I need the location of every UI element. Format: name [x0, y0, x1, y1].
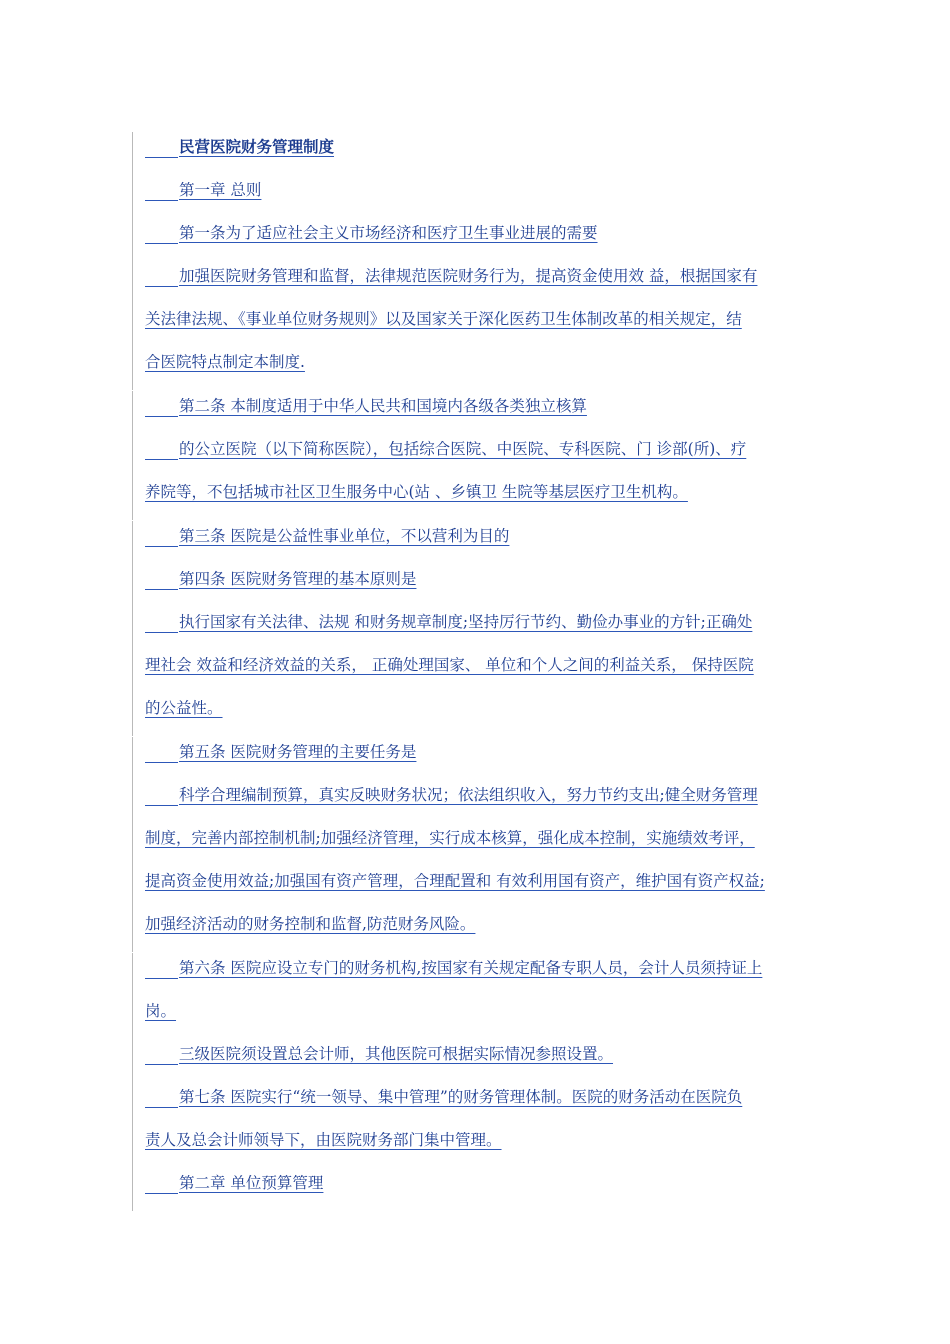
paragraph-text: 加强医院财务管理和监督，法律规范医院财务行为，提高资金使用效 益，根据国家有	[179, 267, 758, 285]
paragraph-line	[145, 218, 822, 261]
paragraph-text: 第五条 医院财务管理的主要任务是	[179, 743, 417, 761]
paragraph-p12	[132, 1039, 822, 1082]
paragraph-line	[145, 866, 822, 909]
paragraph-p5	[132, 434, 822, 520]
paragraph-p9	[132, 737, 822, 780]
paragraph-text: 责人及总会计师领导下，由医院财务部门集中管理。	[145, 1131, 502, 1149]
paragraph-line	[145, 780, 822, 823]
paragraph-text: 的公益性。	[145, 699, 223, 717]
paragraph-text: 理社会 效益和经济效益的关系， 正确处理国家、 单位和个人之间的利益关系， 保持医院	[145, 656, 754, 674]
paragraph-text: 第一章 总则	[179, 181, 262, 199]
paragraph-line	[145, 996, 822, 1039]
paragraph-line	[145, 737, 822, 780]
document-title-block	[132, 132, 822, 175]
paragraph-text: 第四条 医院财务管理的基本原则是	[179, 570, 417, 588]
paragraph-text: 第二条 本制度适用于中华人民共和国境内各级各类独立核算	[179, 397, 587, 415]
paragraph-line	[145, 1125, 822, 1168]
paragraph-text: 合医院特点制定本制度.	[145, 353, 305, 371]
paragraph-line	[145, 909, 822, 952]
paragraph-text: 第六条 医院应设立专门的财务机构,按国家有关规定配备专职人员，会计人员须持证上	[179, 959, 763, 977]
document-title-line	[145, 132, 822, 175]
paragraph-text: 三级医院须设置总会计师，其他医院可根据实际情况参照设置。	[179, 1045, 614, 1063]
paragraph-p7	[132, 564, 822, 607]
paragraph-line	[145, 823, 822, 866]
paragraph-p1	[132, 175, 822, 218]
paragraph-p11	[132, 953, 822, 1039]
paragraph-line	[145, 347, 822, 390]
paragraph-line	[145, 521, 822, 564]
paragraph-text: 养院等，不包括城市社区卫生服务中心(站 、乡镇卫 生院等基层医疗卫生机构。	[145, 483, 688, 501]
document-title: 民营医院财务管理制度	[179, 137, 335, 156]
paragraph-line	[145, 693, 822, 736]
paragraph-line	[145, 391, 822, 434]
paragraph-p8	[132, 607, 822, 736]
paragraph-text: 关法律法规、《事业单位财务规则》以及国家关于深化医药卫生体制改革的相关规定，结	[145, 310, 742, 328]
paragraph-line	[145, 477, 822, 520]
paragraph-text: 加强经济活动的财务控制和监督,防范财务风险。	[145, 915, 476, 933]
paragraph-text: 制度，完善内部控制机制;加强经济管理，实行成本核算，强化成本控制，实施绩效考评，	[145, 829, 755, 847]
paragraph-text: 第一条为了适应社会主义市场经济和医疗卫生事业进展的需要	[179, 224, 598, 242]
paragraph-p2	[132, 218, 822, 261]
paragraph-p13	[132, 1082, 822, 1168]
paragraph-line	[145, 261, 822, 304]
paragraph-text: 岗。	[145, 1002, 177, 1020]
paragraph-p6	[132, 521, 822, 564]
paragraph-text: 第三条 医院是公益性事业单位，不以营利为目的	[179, 527, 510, 545]
paragraph-line	[145, 650, 822, 693]
paragraph-line	[145, 1082, 822, 1125]
paragraph-text: 第二章 单位预算管理	[179, 1174, 324, 1192]
paragraph-p3	[132, 261, 822, 390]
paragraph-line	[145, 175, 822, 218]
paragraph-line	[145, 953, 822, 996]
paragraph-line	[145, 434, 822, 477]
paragraph-text: 的公立医院（以下简称医院），包括综合医院、中医院、专科医院、门 诊部(所)、疗	[179, 440, 747, 458]
paragraph-line	[145, 304, 822, 347]
paragraph-line	[145, 564, 822, 607]
paragraph-line	[145, 1039, 822, 1082]
paragraph-p4	[132, 391, 822, 434]
paragraph-line	[145, 607, 822, 650]
paragraph-text: 科学合理编制预算，真实反映财务状况；依法组织收入，努力节约支出;健全财务管理	[179, 786, 758, 804]
paragraph-text: 第七条 医院实行“统一领导、集中管理”的财务管理体制。医院的财务活动在医院负	[179, 1088, 743, 1106]
paragraph-text: 执行国家有关法律、法规 和财务规章制度;坚持厉行节约、勤俭办事业的方针;正确处	[179, 613, 753, 631]
paragraph-line	[145, 1168, 822, 1211]
paragraph-text: 提高资金使用效益;加强国有资产管理，合理配置和 有效利用国有资产，维护国有资产权益;	[145, 872, 765, 890]
paragraph-p14	[132, 1168, 822, 1211]
paragraph-p10	[132, 780, 822, 952]
